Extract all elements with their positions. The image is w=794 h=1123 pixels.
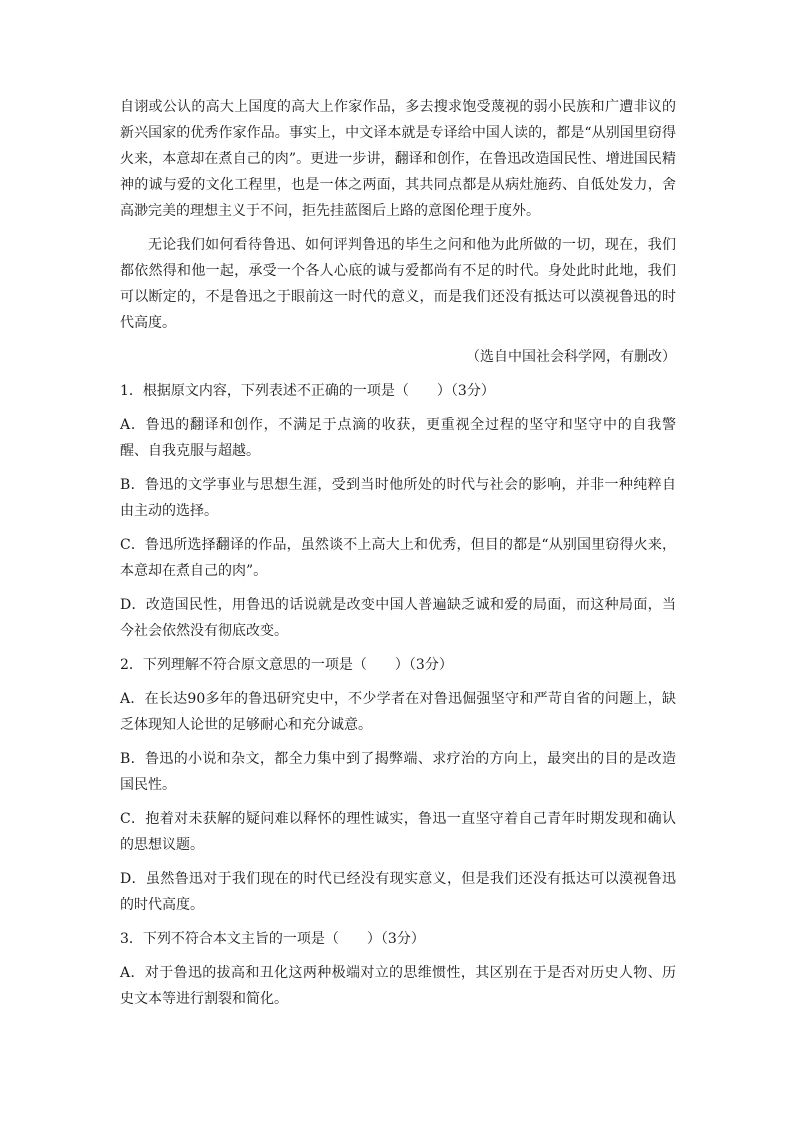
question-2-stem: 2．下列理解不符合原文意思的一项是（ ）（3分） xyxy=(120,657,453,673)
article-paragraph-1: 自诩或公认的高大上国度的高大上作家作品，多去搜求饱受蔑视的弱小民族和广遭非议的新兴国家的优秀作家作品。事实上，中文译本就是专译给中国人读的，都是“从别国里窃得火来，本意却在煮自己的肉”。更进一步讲，翻译和创作，在鲁迅改造国民性、增进国民精神的诚与爱的文化工程里，也是一体之两面，其共同点都是从病灶施药、自低处发力，舍高渺完美的理想主义于不问，拒先挂蓝图后上路的意图伦理于度外。 xyxy=(120,99,676,219)
question-3-option-a: A．对于鲁迅的拔高和丑化这两种极端对立的思维惯性，其区别在于是否对历史人物、历史文本等进行割裂和简化。 xyxy=(120,965,676,1007)
question-1-stem: 1．根据原文内容，下列表述不正确的一项是（ ）（3分） xyxy=(120,383,495,399)
question-2-option-a: A．在长达90多年的鲁迅研究史中，不少学者在对鲁迅倔强坚守和严苛自省的问题上，缺乏体现知人论世的足够耐心和充分诚意。 xyxy=(120,691,676,733)
article-source: （选自中国社会科学网，有删改） xyxy=(466,349,676,365)
article-paragraph-2: 无论我们如何看待鲁迅、如何评判鲁迅的毕生之问和他为此所做的一切，现在，我们都依然得和他一起，承受一个各人心底的诚与爱都尚有不足的时代。身处此时此地，我们可以断定的，不是鲁迅之于眼前这一时代的意义，而是我们还没有抵达可以漠视鲁迅的时代高度。 xyxy=(120,237,676,331)
question-1-option-a: A．鲁迅的翻译和创作，不满足于点滴的收获，更重视全过程的坚守和坚守中的自我警醒、自我克服与超越。 xyxy=(120,417,676,459)
document-page xyxy=(120,94,676,1020)
question-1-option-d: D．改造国民性，用鲁迅的话说就是改变中国人普遍缺乏诚和爱的局面，而这种局面，当今社会依然没有彻底改变。 xyxy=(120,597,676,639)
question-2-option-d: D．虽然鲁迅对于我们现在的时代已经没有现实意义，但是我们还没有抵达可以漠视鲁迅的时代高度。 xyxy=(120,871,676,913)
question-1-option-c: C．鲁迅所选择翻译的作品，虽然谈不上高大上和优秀，但目的都是“从别国里窃得火来，本意却在煮自己的肉”。 xyxy=(120,537,676,579)
question-2-option-b: B．鲁迅的小说和杂文，都全力集中到了揭弊端、求疗治的方向上，最突出的目的是改造国民性。 xyxy=(120,751,676,793)
question-3-stem: 3．下列不符合本文主旨的一项是（ ）（3分） xyxy=(120,931,425,947)
question-1-option-b: B．鲁迅的文学事业与思想生涯，受到当时他所处的时代与社会的影响，并非一种纯粹自由主动的选择。 xyxy=(120,477,676,519)
question-2-option-c: C．抱着对未获解的疑问难以释怀的理性诚实，鲁迅一直坚守着自己青年时期发现和确认的思想议题。 xyxy=(120,811,676,853)
